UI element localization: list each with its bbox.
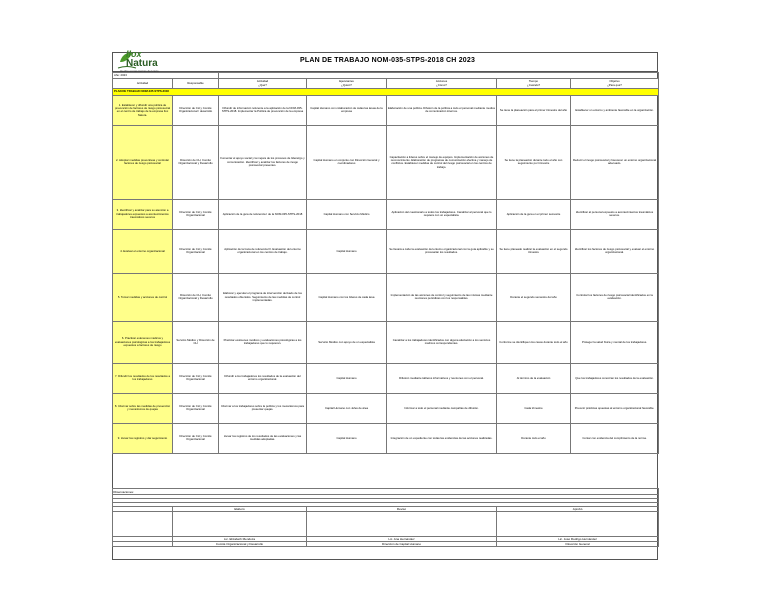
row-goal: Controlar los factores de riesgo psicosocial identificados en la evaluación. [571, 273, 659, 321]
row-how: Difusión mediante tableros informativos y reuniones con el personal. [387, 363, 497, 393]
row-when: Aplicación de la guía en el primer semestre [497, 199, 571, 229]
col-header-how: Acciones ¿Cómo? [387, 79, 497, 89]
logo-brand: Ilox [126, 49, 142, 59]
row-activity: 8. Informar sobre las medidas de prevención y mecanismos de quejas [113, 393, 173, 423]
logo-tagline: Hecho en las tierras del cielo [120, 69, 159, 73]
row-responsible: Servicio Médico y Dirección de CH [173, 321, 219, 363]
row-what: Difundir a los trabajadores los resultados de la evaluación del entorno organizacional. [219, 363, 307, 393]
table-row [113, 229, 659, 273]
row-how: Se llevará a cabo la evaluación del entorno organizacional con la guía aplicable y se procesarán los resultados. [387, 229, 497, 273]
row-when: Se tiene la planeación para el primer trimestre del año [497, 95, 571, 125]
row-activity: 7. Difundir los resultados de los resultados a los trabajadores [113, 363, 173, 393]
row-activity: 9. Llevar los registros y dar seguimiento [113, 423, 173, 453]
row-activity: 6. Practicar exámenes médicos y evaluaciones psicológicas a los trabajadores expuestos a factores de riesgo [113, 321, 173, 363]
row-what: Elaborar y ejecutar el programa de intervención derivado de los resultados obtenidos. Seguimiento de las medidas de control implementadas. [219, 273, 307, 321]
row-what: Llevar los registros de los resultados de las evaluaciones y las medidas adoptadas. [219, 423, 307, 453]
row-when: Se tiene planeado realizar la evaluación en el segundo trimestre [497, 229, 571, 273]
row-who: Capital Humano [307, 229, 387, 273]
row-when: Se tiene la planeación durante todo el año con seguimiento por trimestre [497, 125, 571, 199]
row-what: Practicar exámenes médicos y evaluaciones psicológicas a los trabajadores que lo requieran. [219, 321, 307, 363]
row-activity: 3. Identificar y analizar para su atención a trabajadores expuestos a acontecimientos traumáticos severos [113, 199, 173, 229]
signer-name-1: Lic. Elizabeth Mendoza [173, 537, 307, 542]
row-responsible: Dirección de CH y Comité Organizacional / desarrollo [173, 95, 219, 125]
row-activity: 4. Evaluar el entorno organizacional [113, 229, 173, 273]
row-goal: Contar con evidencia del cumplimiento de la norma. [571, 423, 659, 453]
row-goal: Proteger la salud física y mental de los trabajadores. [571, 321, 659, 363]
row-goal: Establecer un entorno y ambiente favorable en la organización. [571, 95, 659, 125]
col-header-goal: Objetivo ¿Para qué? [571, 79, 659, 89]
row-goal: Identificar al personal expuesto a acontecimientos traumáticos severos. [571, 199, 659, 229]
row-how: Canalizar a los trabajadores identificados con alguna afectación a los servicios médicos correspondientes. [387, 321, 497, 363]
year-label: Año: 2023 [113, 73, 219, 79]
row-responsible: Dirección de CH y Comité Organizacional [173, 393, 219, 423]
table-row [113, 423, 659, 453]
row-responsible: Dirección de CH, Comité Organizacional y Desarrollo [173, 125, 219, 199]
section-title: PLAN DE TRABAJO NOM-035-STPS-2018 [113, 88, 659, 95]
row-goal: Que los trabajadores conozcan los resultados de la evaluación. [571, 363, 659, 393]
col-header-who: Ejecutantes ¿Quién? [307, 79, 387, 89]
row-activity: 2. Adoptar medidas preventivas y controlar factores de riesgo psicosocial [113, 125, 173, 199]
row-what: Aplicación de la Guía de referencia III. Evaluación del entorno organizacional en los centros de trabajo. [219, 229, 307, 273]
row-activity: 5. Tomar medidas y acciones de control [113, 273, 173, 321]
col-header-activity: Actividad [113, 79, 173, 89]
row-who: Capital Humano con los líderes de cada área [307, 273, 387, 321]
row-responsible: Dirección de CH y Comité Organizacional [173, 423, 219, 453]
row-who: Capital Humano [307, 423, 387, 453]
plan-table [112, 72, 659, 454]
table-row [113, 95, 659, 125]
row-responsible: Dirección de CH y Comité Organizacional [173, 363, 219, 393]
signature-aprobo: Aprobó [497, 507, 659, 512]
row-who: Capital Humano con Servicio Médico [307, 199, 387, 229]
row-activity: 1. Establecer y difundir una política de prevención de factores de riesgo psicosocial en el centro de trabajo de la empresa Ilox Natura. [113, 95, 173, 125]
row-responsible: Dirección de CH y Comité Organizacional [173, 229, 219, 273]
table-row [113, 393, 659, 423]
signature-block [112, 488, 659, 547]
signer-name-3: Lic. José Rodrigo Hernández [497, 537, 659, 542]
row-responsible: Dirección de CH, Comité Organizacional y Desarrollo [173, 273, 219, 321]
signer-role-2: Dirección de Capital Humano [307, 542, 497, 547]
table-row [113, 273, 659, 321]
signer-role-3: Dirección General [497, 542, 659, 547]
row-how: Capacitación a líderes sobre el manejo de equipos. Implementación de acciones de reconocimiento. Elaboración de programas de comunicación efectiva y manejo de conflictos. Establecer medidas de control del riesgo psicosocial en los centros de trabajo. [387, 125, 497, 199]
row-who: Capital Humano con colaboración de todas las áreas de la empresa [307, 95, 387, 125]
table-row [113, 363, 659, 393]
table-row [113, 125, 659, 199]
signer-name-2: Lic. Ana Hernández [307, 537, 497, 542]
row-when: Durante todo el año [497, 423, 571, 453]
row-goal: Reducir el riesgo psicosocial y favorecer un entorno organizacional adecuado. [571, 125, 659, 199]
col-header-what: Actividad ¿Qué? [219, 79, 307, 89]
col-header-responsible: Responsable [173, 79, 219, 89]
row-goal: Identificar los factores de riesgo psicosocial y evaluar el entorno organizacional. [571, 229, 659, 273]
row-when: Al término de la evaluación [497, 363, 571, 393]
observations-label: Observaciones: [113, 489, 659, 495]
row-who: Capital Humano [307, 363, 387, 393]
column-headers [113, 79, 659, 89]
row-how: Aplicación del cuestionario a todos los trabajadores. Canalizar al personal que lo requiera con un especialista. [387, 199, 497, 229]
table-row [113, 321, 659, 363]
row-how: Elaboración de una política. Difusión de la política a todo el personal mediante medios de comunicación internos. [387, 95, 497, 125]
row-when: Conforme se identifiquen los casos durante todo el año [497, 321, 571, 363]
row-how: Implementación de las acciones de control y seguimiento de las mismas mediante reuniones periódicas con los responsables. [387, 273, 497, 321]
row-when: Cada trimestre [497, 393, 571, 423]
table-row [113, 199, 659, 229]
signature-reviso: Revisó [307, 507, 497, 512]
row-what: Aplicación de la guía de referencia I de la NOM-035-STPS-2018 [219, 199, 307, 229]
row-how: Informar a todo el personal mediante campañas de difusión. [387, 393, 497, 423]
row-goal: Prevenir prácticas opuestas al entorno organizacional favorable. [571, 393, 659, 423]
row-how: Integración de un expediente con todas las evidencias de las acciones realizadas. [387, 423, 497, 453]
row-responsible: Dirección de CH y Comité Organizacional [173, 199, 219, 229]
row-who: Capital Humano con Jefes de área [307, 393, 387, 423]
signer-role-1: Comité Organizacional y Desarrollo [173, 542, 307, 547]
row-who: Capital Humano en conjunto con Dirección General y coordinadores [307, 125, 387, 199]
row-when: Durante el segundo semestre del año [497, 273, 571, 321]
row-what: Informar a los trabajadores sobre la política y los mecanismos para presentar quejas. [219, 393, 307, 423]
page-title: PLAN DE TRABAJO NOM-035-STPS-2018 CH 2023 [300, 57, 476, 64]
row-what: Difundir de información referente a la aplicación de la NOM-035-STPS-2018. Implementar la Política de prevención de la empresa [219, 95, 307, 125]
signature-elaboro: Elaboró [173, 507, 307, 512]
logo-name: Natura [126, 58, 158, 69]
col-header-when: Tiempo ¿Cuándo? [497, 79, 571, 89]
row-who: Servicio Médico con apoyo de un especialista [307, 321, 387, 363]
row-what: Fomentar el apoyo social y la mejora de los procesos de liderazgo y comunicación. Identificar y analizar los factores de riesgo psicosocial presentes. [219, 125, 307, 199]
